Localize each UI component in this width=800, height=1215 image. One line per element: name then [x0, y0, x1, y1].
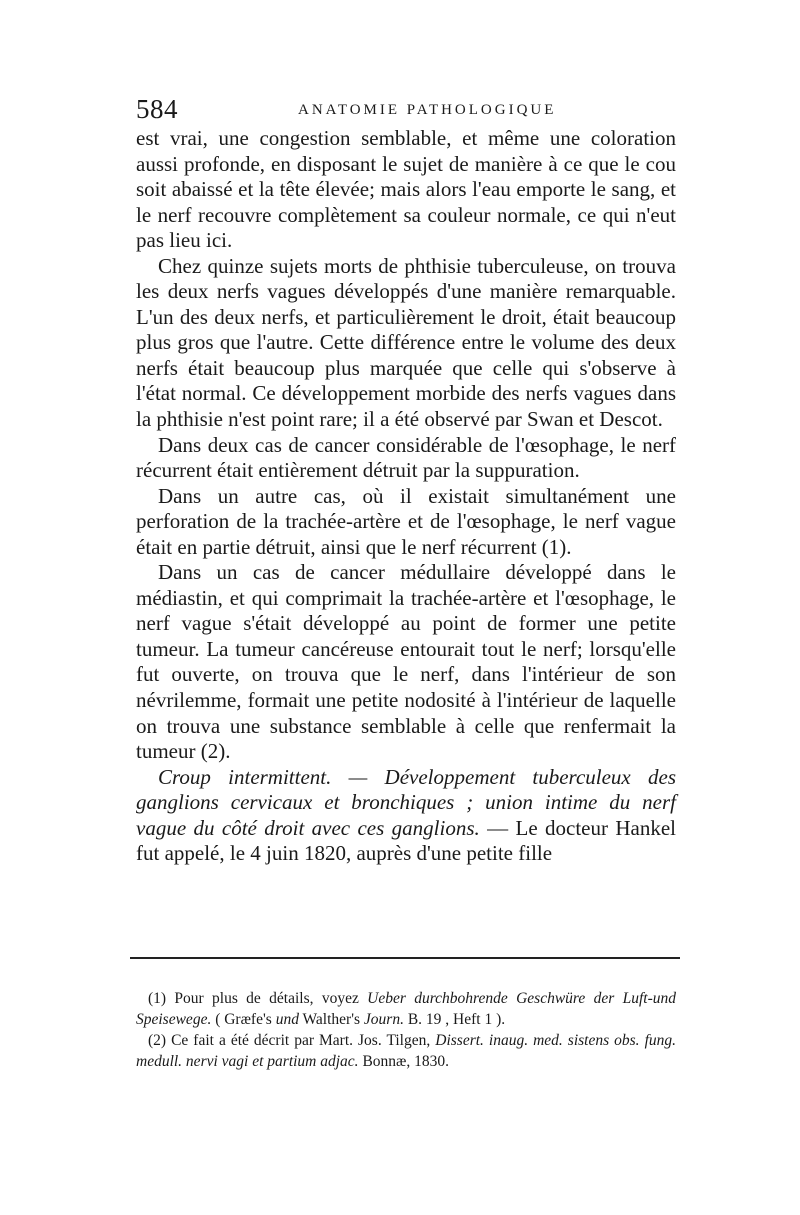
- footnote-2-intro: (2) Ce fait a été décrit par Mart. Jos. Tilgen,: [148, 1032, 436, 1049]
- footnote-divider: [130, 957, 680, 959]
- footnote-1-intro: (1) Pour plus de détails, voyez: [148, 990, 368, 1007]
- paragraph-6: [136, 765, 676, 867]
- footnotes: [136, 988, 676, 1072]
- page-number: 584: [136, 94, 178, 124]
- footnote-1-part-c: Walther's: [298, 1011, 364, 1028]
- running-title: ANATOMIE PATHOLOGIQUE: [298, 102, 557, 118]
- footnote-2-title: Dissert. inaug. med. sistens obs. fung. medull. nervi vagi et partium adjac.: [136, 1032, 676, 1070]
- footnote-1-title: Ueber durchbohrende Geschwüre der Luft-und Speisewege.: [136, 990, 676, 1028]
- paragraph-3: Dans deux cas de cancer considérable de l'œsophage, le nerf récurrent était entièrement détruit par la suppuration.: [136, 432, 676, 483]
- footnote-1: [136, 988, 676, 1030]
- footnote-2: [136, 1030, 676, 1072]
- paragraph-4: Dans un autre cas, où il existait simultanément une perforation de la trachée-artère et de l'œsophage, le nerf vague était en partie détruit, ainsi que le nerf récurrent (1).: [136, 483, 676, 559]
- footnote-1-journal: Journ.: [363, 1011, 404, 1028]
- paragraph-5: Dans un cas de cancer médullaire développé dans le médiastin, et qui comprimait la trachée-artère et l'œsophage, le nerf vague s'était développé au point de former une petite tumeur. La tumeur cancéreuse entourait tout le nerf; lorsqu'elle fut ouverte, on trouva que le nerf, dans l'intérieur de son névrilemme, formait une petite nodosité à l'intérieur de laquelle on trouva une substance semblable à celle que renfermait la tumeur (2).: [136, 560, 676, 764]
- paragraph-6-text: — Le docteur Hankel fut appelé, le 4 juin 1820, auprès d'une petite fille: [136, 815, 676, 866]
- footnote-1-part-d: B. 19 , Heft 1 ).: [403, 1011, 506, 1028]
- footnote-2-imprint: Bonnæ, 1830.: [358, 1053, 449, 1070]
- main-text: [136, 126, 676, 867]
- page-header: [136, 94, 676, 126]
- footnote-1-und: und: [275, 1011, 299, 1028]
- footnote-1-part-b: ( Græfe's: [211, 1011, 276, 1028]
- paragraph-1: est vrai, une congestion semblable, et même une coloration aussi profonde, en disposant le sujet de manière à ce que le cou soit abaissé et la tête élevée; mais alors l'eau emporte le sang, et le nerf recouvre complètement sa couleur normale, ce qui n'eut pas lieu ici.: [136, 126, 676, 253]
- paragraph-2: Chez quinze sujets morts de phthisie tuberculeuse, on trouva les deux nerfs vagues développés d'une manière remarquable. L'un des deux nerfs, et particulièrement le droit, était beaucoup plus gros que l'autre. Cette différence entre le volume des deux nerfs était beaucoup plus marquée que celle qui s'observe à l'état normal. Ce développement morbide des nerfs vagues dans la phthisie n'est point rare; il a été observé par Swan et Descot.: [136, 253, 676, 432]
- section-heading-croup: Croup intermittent. — Développement tuberculeux des ganglions cervicaux et bronchiques ; union intime du nerf vague du côté droit avec ces ganglions.: [136, 764, 676, 840]
